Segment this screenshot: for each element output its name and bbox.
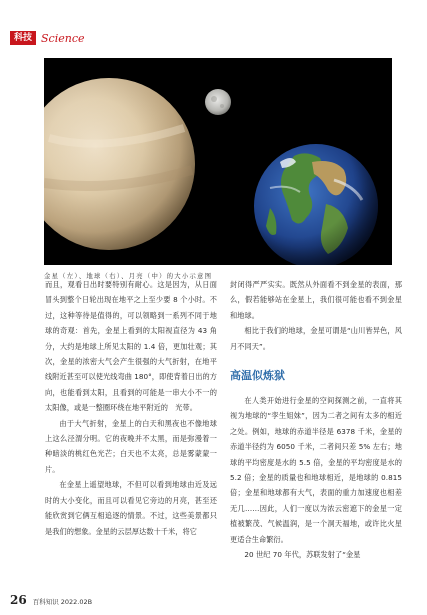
figure-caption: 金星（左）、地球（右）、月亮（中）的大小示意图 — [44, 272, 213, 280]
page-footer — [10, 593, 92, 607]
column-header — [10, 30, 85, 46]
paragraph: 封闭得严严实实。既然从外面看不到金星的表面，那么，假若能够站在金星上，我们很可能也看不到金星和地球。 — [230, 280, 402, 320]
section-label-en: Science — [41, 31, 85, 45]
section-heading: 高温似炼狱 — [230, 369, 285, 383]
paragraph: 在金星上遥望地球，不但可以看到地球由近及远时的大小变化，而且可以看见它旁边的月亮，甚至还能欣赏到它俩互相追逐的情景。不过，这些美景都只是我们的想象。金星的云层厚达数十千米，将它 — [45, 480, 217, 536]
venus-planet — [44, 78, 195, 250]
publication-info: 百科知识 2022.02B — [32, 598, 93, 606]
left-column — [45, 277, 217, 539]
paragraph: 相比于我们的地球，金星可谓是“山川皆异色，风月不同天”。 — [230, 326, 402, 351]
paragraph: 在人类开始进行金星的空间探测之前，一直将其视为地球的“孪生姐妹”，因为二者之间有太多的相近之处。例如，地球的赤道半径是 6378 千米，金星的赤道半径约为 6050 千米，二者间只差 5% 左右；地球的平均密度是水的 5.5 倍，金星的平均密度是水的 5.2 倍；金星的质量也和地球相近，是地球的 0.815 倍；金星和地球都有大气，表面的重力加速度也相差无几……因此，人们一度以为浓云密遮下的金星一定植被繁茂、气候温润，是一个洞天福地，或许比火星更适合生命繁衍。 — [230, 396, 402, 544]
paragraph: 而且，观看日出时要特别有耐心。这是因为，从日面冒头到整个日轮出现在地平之上至少要 8 个小时。不过，这种等待是值得的，可以领略到一系列不同于地球的奇观：首先，金星上看到的太阳视直径为 43 角分，大约是地球上所见太阳的 1.4 倍，更加壮观；其次，金星的浓密大气会产生很强的大气折射，在地平线附近甚至可以使光线弯曲 180°，即使背着日出的方向，也能看到太阳，且看到的可能是一串大小不一的太阳像，或是一整圈环绕在地平附近的 光带。 — [45, 280, 217, 413]
paragraph: 由于大气折射，金星上的白天和黑夜也不像地球上这么泾渭分明。它的夜晚并不太黑，而是弥漫着一种暗淡的桃红色光芒；白天也不太亮，总是雾蒙蒙一片。 — [45, 418, 217, 474]
planet-illustration — [44, 58, 392, 265]
moon — [205, 89, 231, 115]
section-badge: 科技 — [10, 31, 36, 45]
page-number: 26 — [10, 593, 27, 607]
planet-size-figure — [44, 58, 392, 265]
paragraph: 20 世纪 70 年代，苏联发射了“金星 — [244, 550, 361, 560]
earth-planet — [254, 144, 378, 265]
right-column — [230, 277, 402, 563]
